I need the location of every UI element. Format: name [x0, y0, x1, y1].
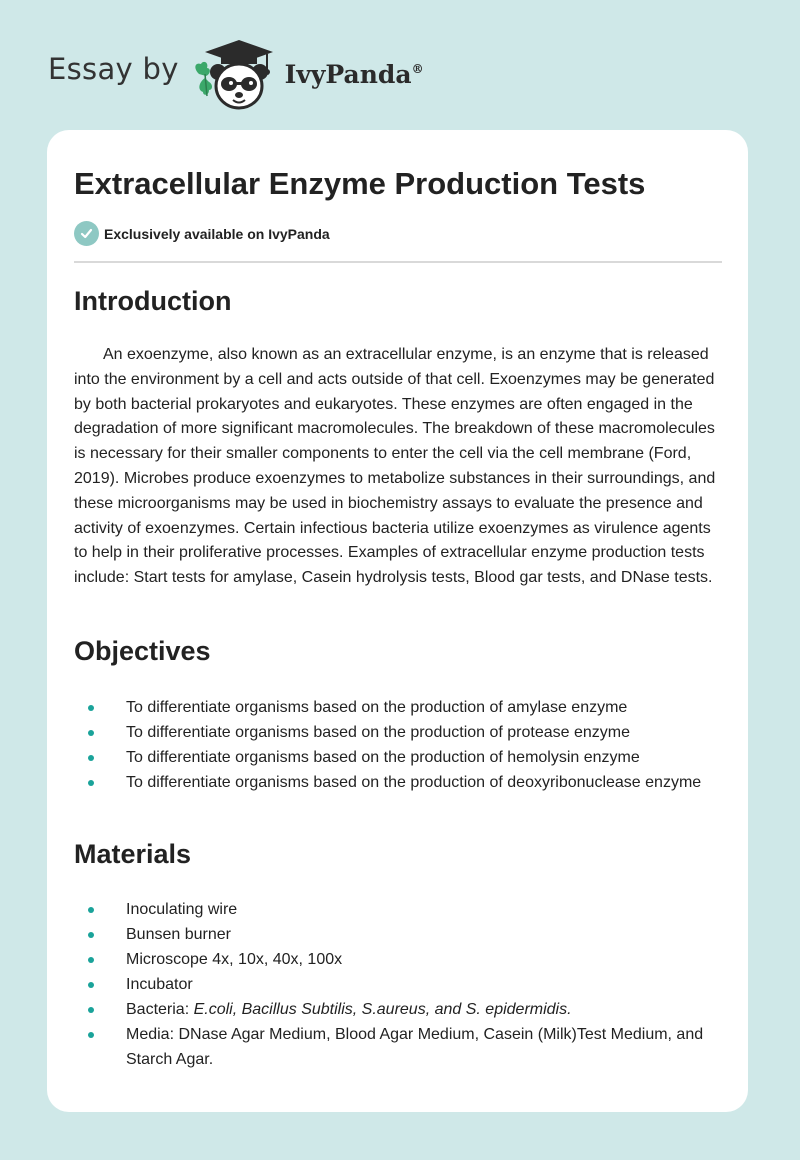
bacteria-value: E.coli, Bacillus Subtilis, S.aureus, and S. epidermidis. [193, 1001, 572, 1018]
objectives-heading: Objectives [74, 636, 211, 666]
brand-name[interactable] [285, 60, 424, 89]
list-item-bacteria [74, 997, 722, 1022]
registered-mark: ® [411, 61, 424, 76]
panda-graduate-logo-icon[interactable] [191, 34, 281, 114]
ivy-leaf-icon [195, 62, 212, 96]
list-item-media: Media: DNase Agar Medium, Blood Agar Medium, Casein (Milk)Test Medium, and Starch Agar. [74, 1022, 722, 1072]
list-item: Incubator [74, 972, 722, 997]
brand-text: IvyPanda [284, 59, 412, 89]
exclusive-badge [74, 221, 330, 246]
list-item: To differentiate organisms based on the production of protease enzyme [74, 720, 722, 745]
essay-by-label: Essay by [48, 52, 179, 86]
site-header [48, 34, 424, 114]
list-item: Bunsen burner [74, 922, 722, 947]
bacteria-label: Bacteria: [126, 1001, 194, 1018]
list-item: To differentiate organisms based on the production of deoxyribonuclease enzyme [74, 770, 722, 795]
checkmark-icon [74, 221, 99, 246]
title-divider [74, 261, 722, 263]
materials-heading: Materials [74, 839, 192, 869]
list-item: To differentiate organisms based on the production of hemolysin enzyme [74, 745, 722, 770]
exclusive-label: Exclusively available on IvyPanda [104, 225, 330, 242]
essay-card [47, 130, 748, 1112]
list-item: Inoculating wire [74, 897, 722, 922]
introduction-heading: Introduction [74, 286, 232, 316]
essay-title: Extracellular Enzyme Production Tests [74, 166, 646, 201]
list-item: To differentiate organisms based on the production of amylase enzyme [74, 695, 722, 720]
list-item: Microscope 4x, 10x, 40x, 100x [74, 947, 722, 972]
materials-list [74, 897, 722, 1072]
objectives-list [74, 695, 722, 795]
introduction-paragraph: An exoenzyme, also known as an extracellular enzyme, is an enzyme that is released into the environment by a cell and acts outside of that cell. Exoenzymes may be generated by both bacterial prokaryotes and eukaryotes. These enzymes are often engaged in the degradation of more significant macromolecules. The breakdown of these macromolecules is necessary for their smaller components to enter the cell via the cell membrane (Ford, 2019). Microbes produce exoenzymes to metabolize substances in their surroundings, and these microorganisms may be used in biochemistry assays to evaluate the presence and activity of exoenzymes. Certain infectious bacteria utilize exoenzymes as virulence agents to help in their proliferative processes. Examples of extracellular enzyme production tests include: Start tests for amylase, Casein hydrolysis tests, Blood gar tests, and DNase tests. [74, 346, 716, 587]
